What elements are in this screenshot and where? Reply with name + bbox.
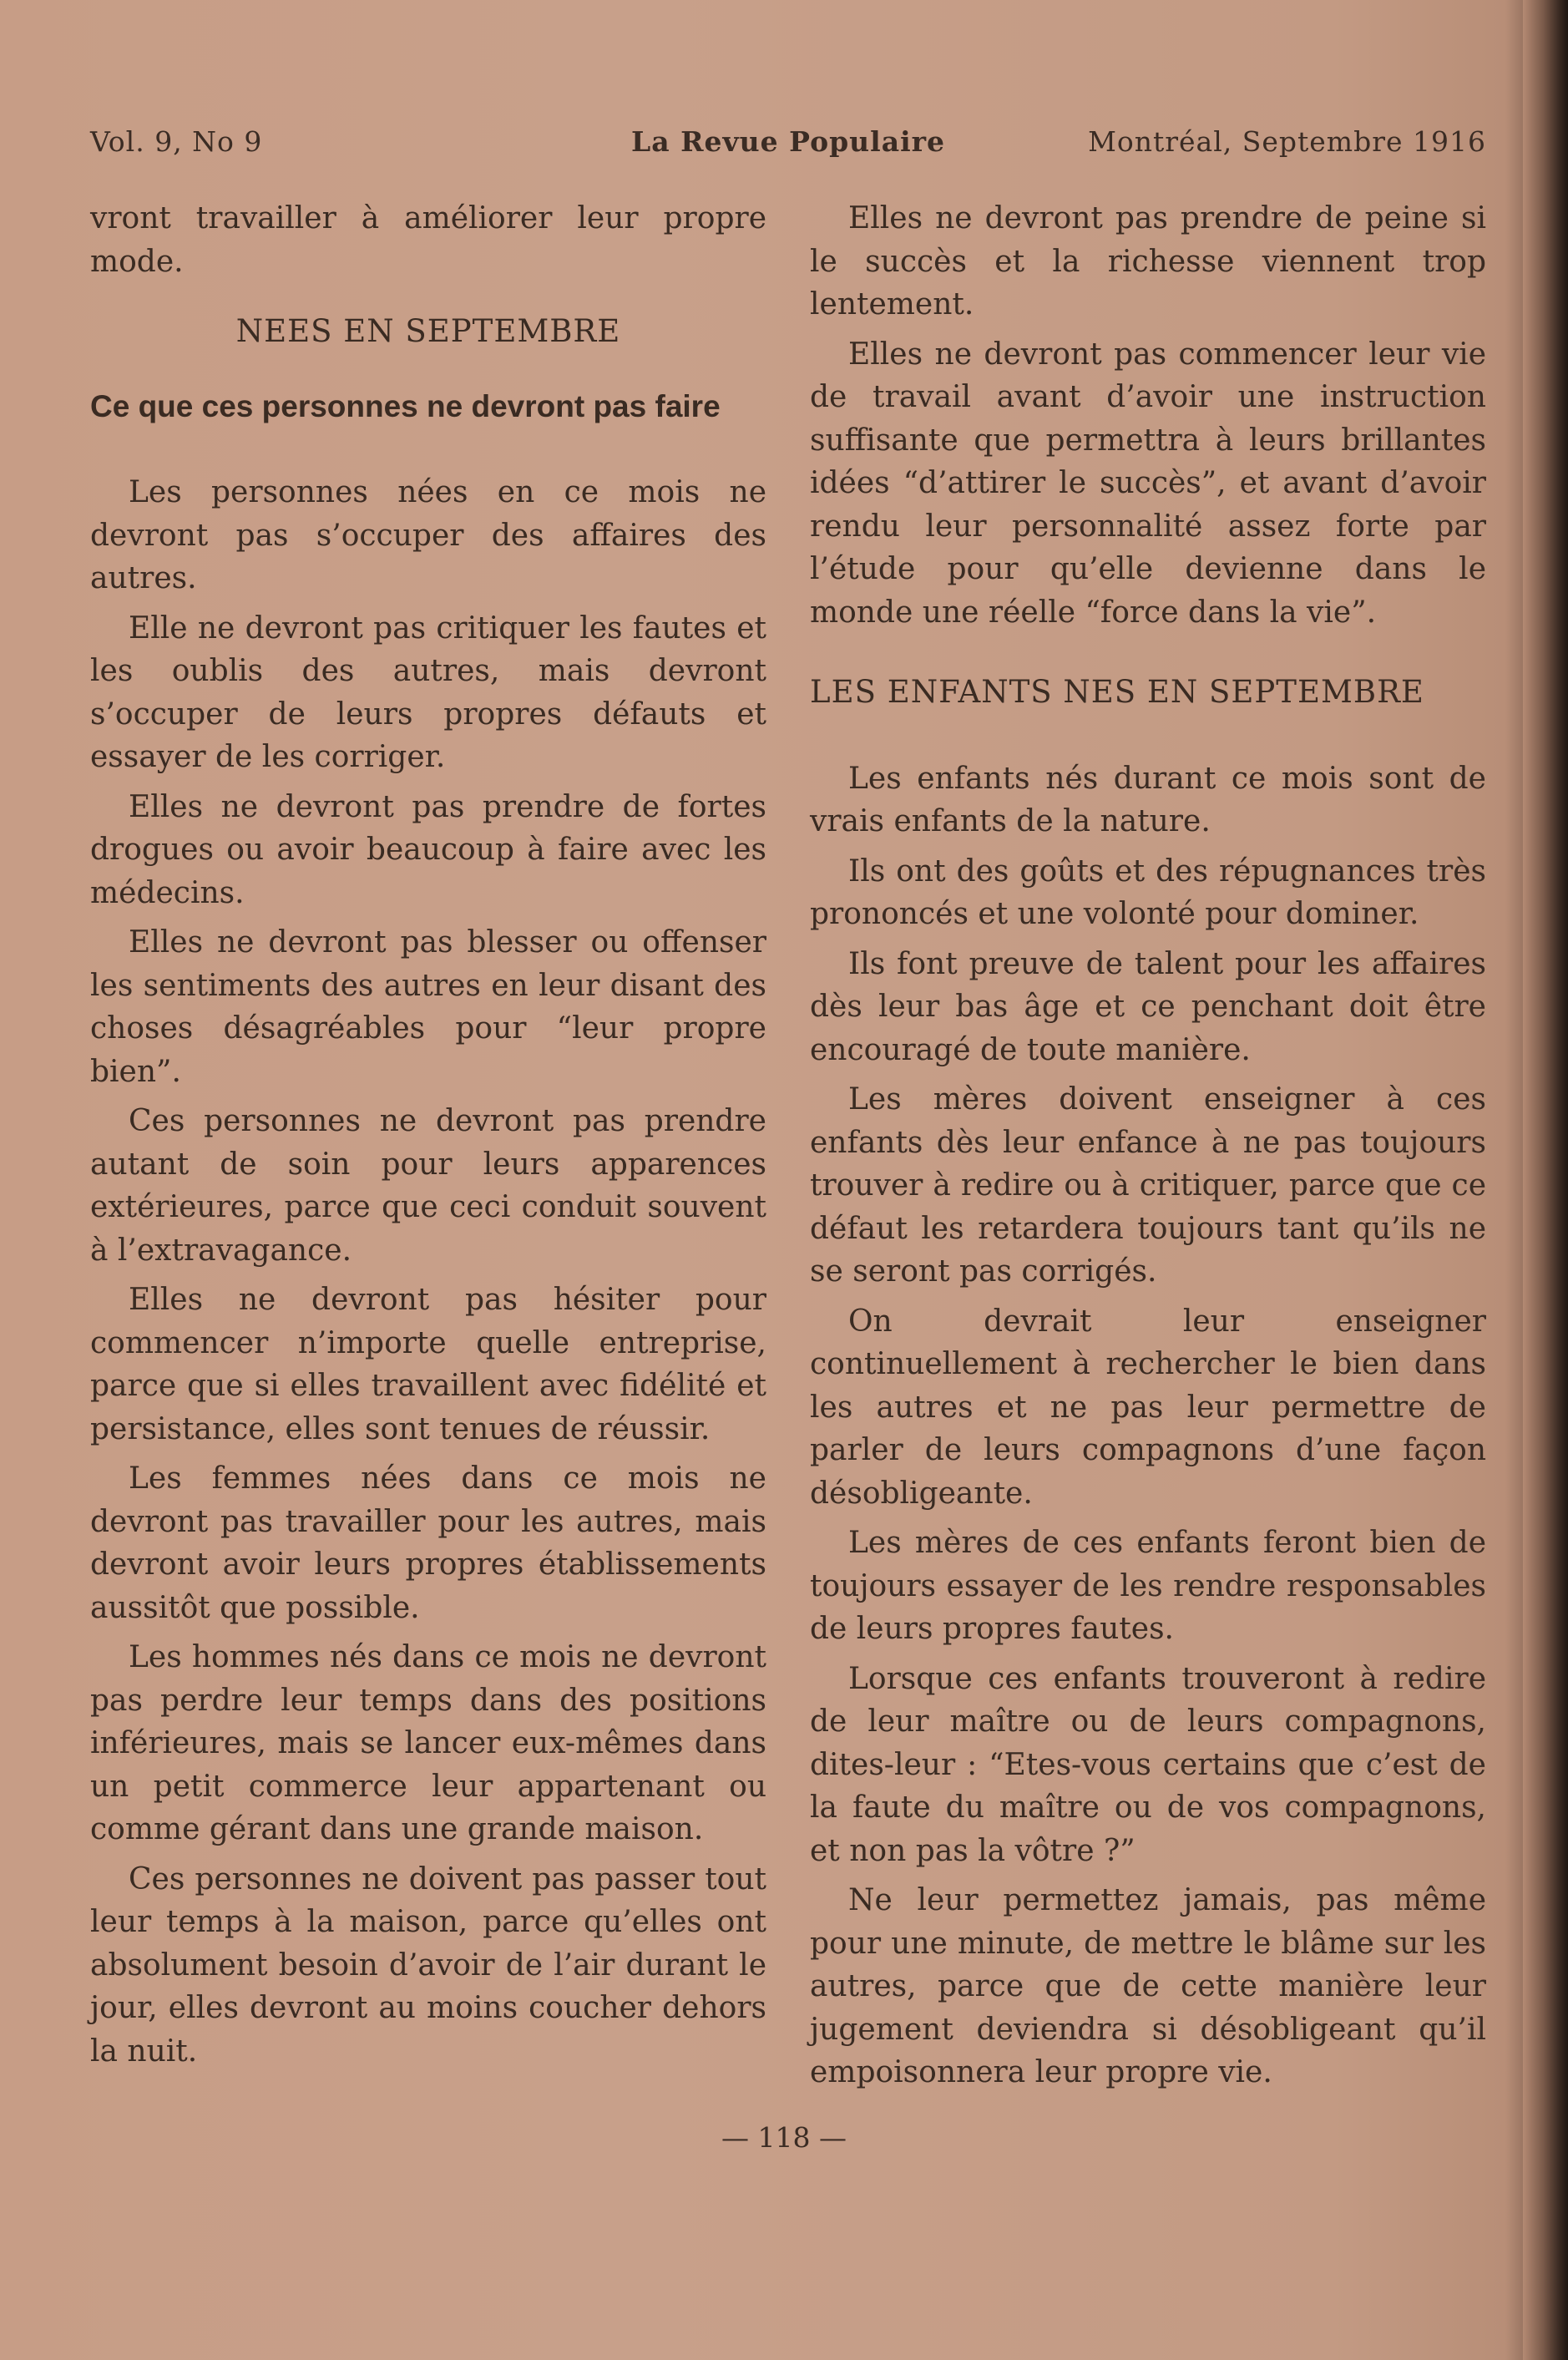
page-number: — 118 — xyxy=(721,2121,847,2154)
running-header xyxy=(90,125,1486,165)
paragraph: Les personnes nées en ce mois ne devront pas s’occuper des affaires des autres. xyxy=(90,475,766,595)
section-title-nees: NEES EN SEPTEMBRE xyxy=(235,313,621,349)
book-spine-shadow xyxy=(1523,0,1568,2360)
paragraph: Les mères doivent enseigner à ces enfants dès leur enfance à ne pas toujours trouver à redire ou à critiquer, parce que ce défaut les retardera toujours tant qu’ils ne se seront pas corrigés. xyxy=(810,1082,1486,1289)
paragraph: Lorsque ces enfants trouveront à redire de leur maître ou de leurs compagnons, dites-leur : “Etes-vous certains que c’est de la faute du maître ou de vos compagnons, et non pas la vôtre ?” xyxy=(810,1661,1486,1868)
paragraph: Elle ne devront pas critiquer les fautes et les oublis des autres, mais devront s’occuper de leurs propres défauts et essayer de les corriger. xyxy=(90,610,766,774)
paragraph: Elles ne devront pas commencer leur vie de travail avant d’avoir une instruction suffisante que permettra à leurs brillantes idées “d’attirer le succès”, et avant d’avoir rendu leur personnalité assez forte par l’étude pour qu’elle devienne dans le monde une réelle “force dans la vie”. xyxy=(810,337,1486,630)
left-column xyxy=(90,197,766,2079)
paragraph: Ils font preuve de talent pour les affaires dès leur bas âge et ce penchant doit être encouragé de toute manière. xyxy=(810,946,1486,1067)
right-column xyxy=(810,197,1486,2101)
section-title-enfants: LES ENFANTS NES EN SEPTEMBRE xyxy=(810,674,1424,710)
paragraph: Elles ne devront pas prendre de peine si le succès et la richesse viennent trop lentement. xyxy=(810,201,1486,322)
paragraph: Les hommes nés dans ce mois ne devront pas perdre leur temps dans des positions inférieures, mais se lancer eux-mêmes dans un petit commerce leur appartenant ou comme gérant dans une grande maison. xyxy=(90,1640,766,1846)
issue-date: Montréal, Septembre 1916 xyxy=(1088,125,1486,158)
paragraph: Elles ne devront pas prendre de fortes drogues ou avoir beaucoup à faire avec les médecins. xyxy=(90,789,766,910)
paragraph: Elles ne devront pas hésiter pour commencer n’importe quelle entreprise, parce que si elles travaillent avec fidélité et persistance, elles sont tenues de réussir. xyxy=(90,1283,766,1446)
paragraph: Elles ne devront pas blesser ou offenser les sentiments des autres en leur disant des choses désagréables pour “leur propre bien”. xyxy=(90,925,766,1089)
continuation-paragraph: vront travailler à améliorer leur propre mode. xyxy=(90,201,766,279)
paragraph: Ils ont des goûts et des répugnances très prononcés et une volonté pour dominer. xyxy=(810,853,1486,931)
paragraph: On devrait leur enseigner continuellement à rechercher le bien dans les autres et ne pas leur permettre de parler de leurs compagnons d’une façon désobligeante. xyxy=(810,1304,1486,1511)
paragraph: Ces personnes ne devront pas prendre autant de soin pour leurs apparences extérieures, parce que ceci conduit souvent à l’extravagance. xyxy=(90,1104,766,1268)
paragraph: Ces personnes ne doivent pas passer tout leur temps à la maison, parce qu’elles ont absolument besoin d’avoir de l’air durant le jour, elles devront au moins coucher dehors la nuit. xyxy=(90,1861,766,2069)
paragraph: Ne leur permettez jamais, pas même pour une minute, de mettre le blâme sur les autres, parce que de cette manière leur jugement deviendra si désobligeant qu’il empoisonnera leur propre vie. xyxy=(810,1883,1486,2089)
volume-number: Vol. 9, No 9 xyxy=(90,125,263,158)
paragraph: Les mères de ces enfants feront bien de toujours essayer de les rendre responsables de leurs propres fautes. xyxy=(810,1526,1486,1646)
journal-title: La Revue Populaire xyxy=(631,125,945,158)
paragraph: Les femmes nées dans ce mois ne devront pas travailler pour les autres, mais devront avoir leurs propres établissements aussitôt que possible. xyxy=(90,1461,766,1625)
paragraph: Les enfants nés durant ce mois sont de vrais enfants de la nature. xyxy=(810,761,1486,838)
section-subtitle: Ce que ces personnes ne devront pas faire xyxy=(90,388,721,423)
